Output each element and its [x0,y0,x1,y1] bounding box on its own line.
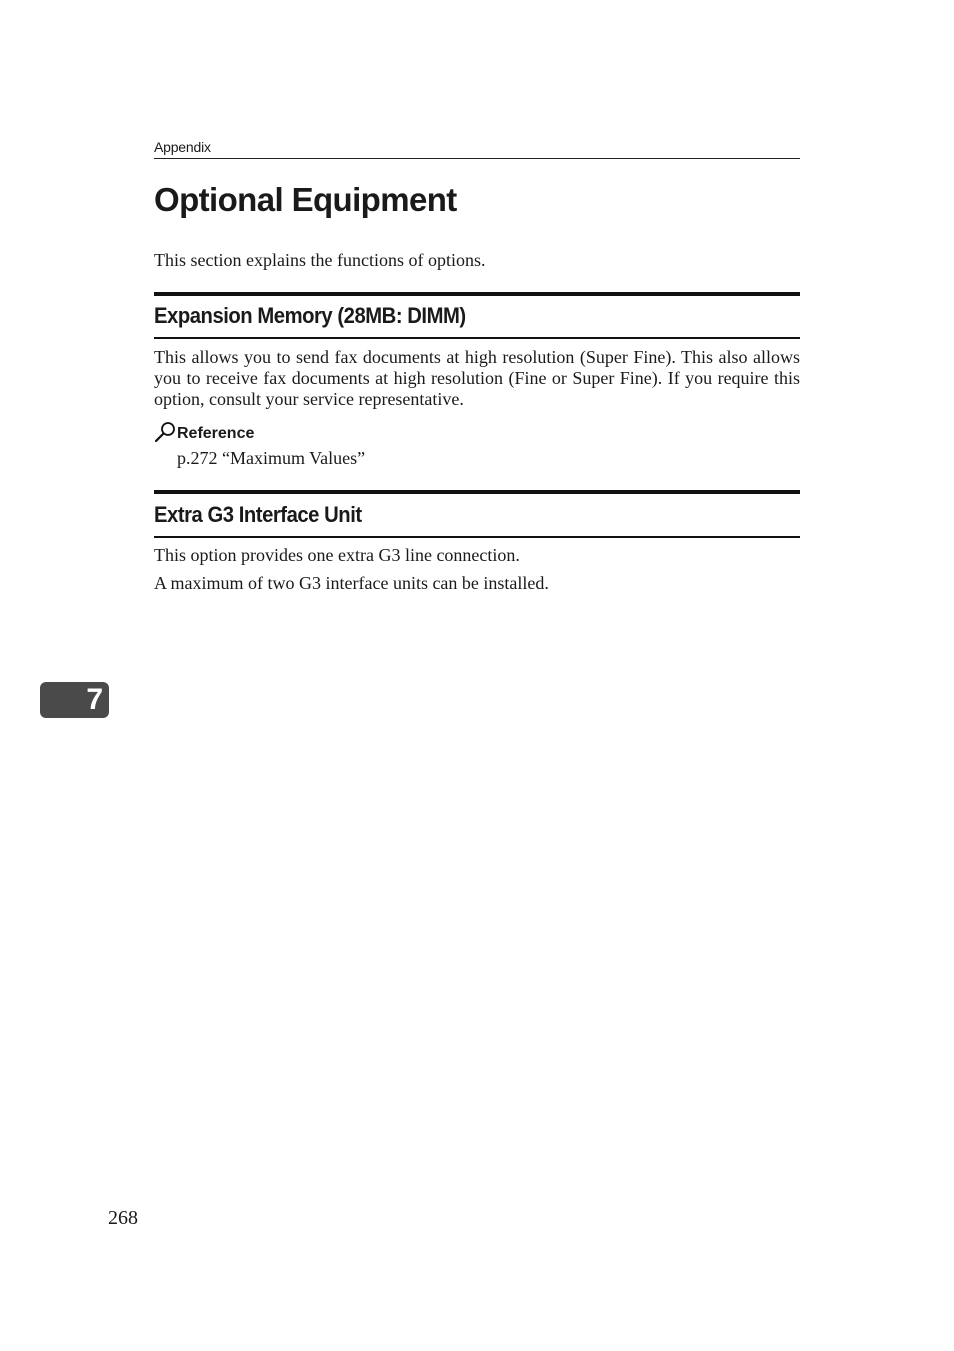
reference-block [154,421,254,443]
section-top-rule [154,490,800,494]
section-bottom-rule [154,337,800,339]
magnifier-icon [154,421,176,443]
running-header: Appendix [154,139,211,155]
section-heading-extra-g3: Extra G3 Interface Unit [154,502,362,527]
reference-label: Reference [177,425,255,442]
header-rule [154,158,800,159]
section-bottom-rule [154,536,800,538]
page-number: 268 [108,1207,138,1229]
section-top-rule [154,292,800,296]
reference-link[interactable]: p.272 “Maximum Values” [177,448,366,468]
intro-text: This section explains the functions of options. [154,250,486,270]
page-title: Optional Equipment [154,181,457,218]
extra-g3-description: This option provides one extra G3 line connection. [154,545,520,565]
section-heading-expansion-memory: Expansion Memory (28MB: DIMM) [154,303,466,328]
extra-g3-limit-note: A maximum of two G3 interface units can be installed. [154,573,549,593]
expansion-memory-description: This allows you to send fax documents at high resolution (Super Fine). This also allows you to receive fax documents at high resolution (Fine or Super Fine). If you require this option, consult your service representative. [154,347,800,409]
chapter-tab: 7 [40,682,109,718]
